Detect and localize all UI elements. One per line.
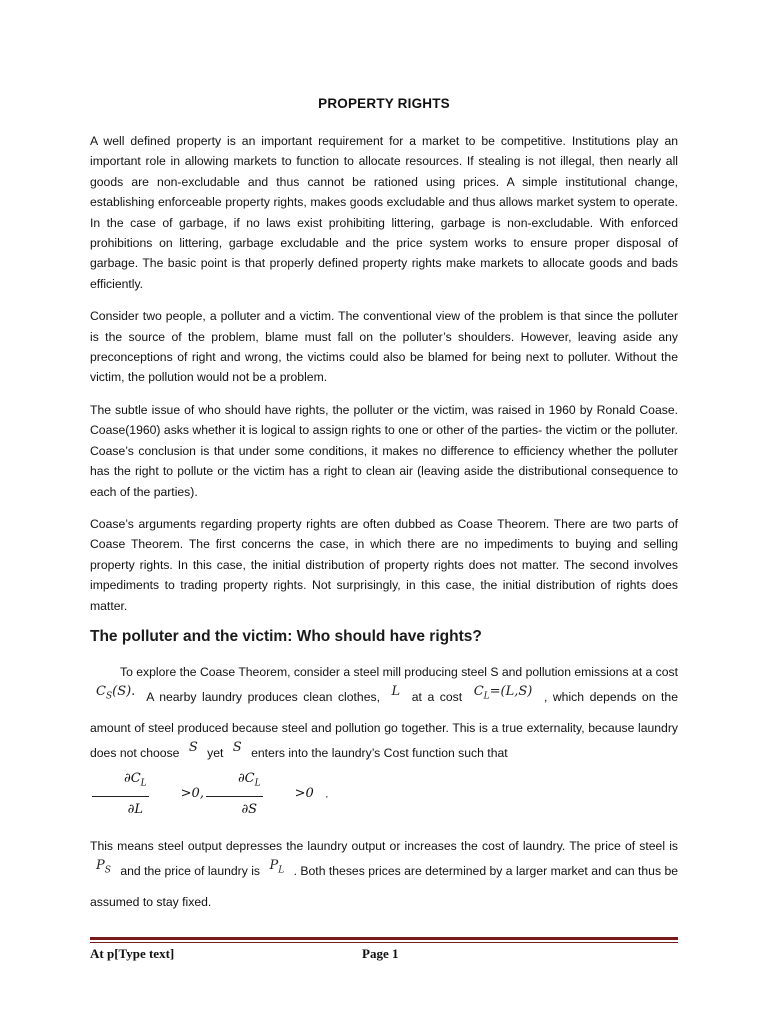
math-cost-steel: $C_S(S)$. [96,683,136,702]
paragraph-coase-1960: The subtle issue of who should have rights, the polluter or the victim, was raised in 1960 by Ronald Coase. Coase(1960) asks whether it is logical to assign rights to one or other of the parties- the victim or the polluter. Coase’s conclusion is that under some conditions, it makes no difference to efficiency whether the polluter has the right to pollute or the victim has a right to clean air (leaving aside the distributional consequence to each of the parties). [90,402,678,499]
paragraph-coase-theorem: Coase’s arguments regarding property rights are often dubbed as Coase Theorem. There are two parts of Coase Theorem. The first concerns the case, in which there are no impediments to buying and selling property rights. In this case, the initial distribution of property rights does not matter. The second involves impediments to trading property rights. Not surprisingly, in this case, the initial distribution of rights does matter. [90,516,678,613]
paragraph-steel-mill [90,660,678,822]
fraction: $\frac{\partial C_L}{\partial S}$ [206,766,263,823]
page-title: PROPERTY RIGHTS [318,96,450,111]
math-price-laundry: $P_L$ [269,858,285,876]
text-run: To explore the Coase Theorem, consider a steel mill producing steel S and pollution emissions at a cost [120,664,678,679]
text-run: yet [207,745,224,760]
text-run: and the price of laundry is [120,864,261,879]
footer-rule [90,942,678,943]
paragraph-intro: A well defined property is an important requirement for a market to be competitive. Institutions play an important role in allowing markets to function to allocate resources. If stealing is not illegal, then nearly all goods are non-excludable and thus cannot be rationed using prices. A simple institutional change, establishing enforceable property rights, makes goods excludable and thus allows market system to operate. In the case of garbage, if no laws exist prohibiting littering, garbage is non-excludable. With enforced prohibitions on littering, garbage excludable and the price system works to ensure proper disposal of garbage. The basic point is that properly defined property rights make markets to allocate goods and bads efficiently. [90,134,678,291]
math-price-steel: $P_S$ [96,858,111,876]
page-number: Page 1 [362,946,399,961]
math-cost-laundry: $C_L=(L,S)$ [473,683,533,702]
text-run: . [325,786,329,801]
text-run: at a cost [411,689,463,704]
math-partial-derivatives: $\frac{\partial C_L}{\partial L}$ >0, $\frac{\partial C_L}{\partial S}$ >0 [92,766,314,823]
text-run: enters into the laundry’s Cost function such that [251,745,508,760]
text-run: , which depends on the amount of steel produced because steel and pollution go together. This is a true externality, because laundry does not choose [90,689,678,760]
paragraph-polluter-victim: Consider two people, a polluter and a victim. The conventional view of the problem is that since the polluter is the source of the problem, blame must fall on the polluter’s shoulders. However, leaving aside any preconceptions of right and wrong, the victims could also be blamed for being next to polluter. Without the victim, the pollution would not be a problem. [90,309,678,385]
footer-rule [90,937,678,940]
text-run: . Both theses prices are determined by a larger market and can thus be assumed to stay fixed. [90,864,679,909]
text-run: A nearby laundry produces clean clothes, [146,689,380,704]
paragraph-prices [90,834,678,915]
math-steel-var: S [188,739,198,755]
math-steel-var: S [232,739,242,755]
math-laundry: L [391,683,401,699]
section-heading: The polluter and the victim: Who should have rights? [90,627,482,645]
footer-text: At p[Type text] [90,946,175,961]
fraction: $\frac{\partial C_L}{\partial L}$ [92,766,149,823]
document-body [90,131,678,927]
text-run: This means steel output depresses the laundry output or increases the cost of laundry. The price of steel is [90,839,678,854]
